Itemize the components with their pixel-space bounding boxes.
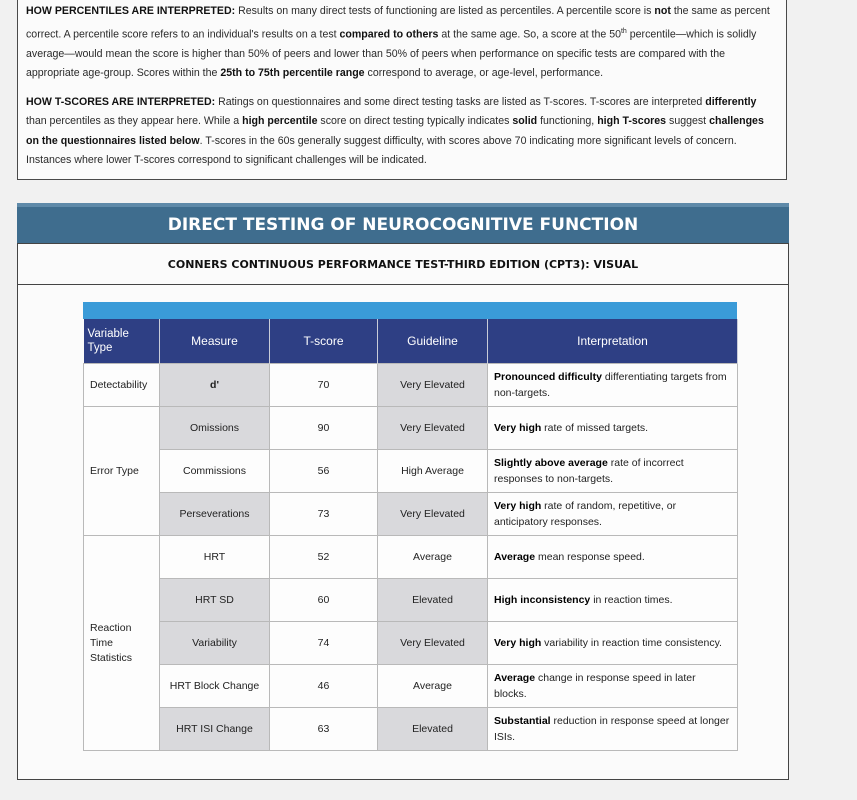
guideline-cell: Very Elevated [378, 493, 488, 536]
text-segment: . T-scores in the 60s generally suggest difficulty, with scores above 70 indicating more significant levels of concern. Instances where lower T-scores correspond to significant challenges will be indicated. [26, 134, 737, 167]
measure-cell: HRT ISI Change [160, 708, 270, 751]
header-tscore: T-score [270, 319, 378, 364]
interpretation-text: mean response speed. [535, 551, 645, 563]
interpretation-text: differentiating targets from non-targets. [494, 371, 727, 399]
emphasis: differently [705, 95, 757, 108]
percentiles-paragraph [26, 2, 778, 84]
table-row [84, 536, 738, 579]
interpretation-cell [488, 493, 738, 536]
tscore-cell: 60 [270, 579, 378, 622]
table-row [84, 708, 738, 751]
interpretation-text: variability in reaction time consistency. [541, 637, 722, 649]
guideline-cell: Elevated [378, 579, 488, 622]
guideline-cell: Average [378, 536, 488, 579]
guideline-cell: High Average [378, 450, 488, 493]
interpretation-cell [488, 622, 738, 665]
header-guideline: Guideline [378, 319, 488, 364]
interpretation-text: rate of incorrect responses to non-targets. [494, 457, 684, 485]
text-segment: than percentiles as they appear here. While a [26, 115, 243, 128]
tscore-cell: 63 [270, 708, 378, 751]
header-interpretation: Interpretation [488, 319, 738, 364]
measure-cell: HRT Block Change [160, 665, 270, 708]
interpretation-key: Substantial [494, 715, 551, 727]
interpretation-cell [488, 579, 738, 622]
measure-cell: HRT [160, 536, 270, 579]
emphasis: compared to others [339, 28, 439, 41]
text-segment: percentile—which is solidly average—would mean the score is higher than 50% of peers and lower than 50% of peers when performance on specific tests are compared with the appropriate age-group. Scores within the [26, 28, 757, 80]
interpretation-notes [17, 0, 787, 180]
interpretation-key: Very high [494, 422, 542, 434]
interpretation-text: reduction in response speed at longer ISIs. [494, 715, 730, 743]
guideline-cell: Very Elevated [378, 622, 488, 665]
tscore-cell: 70 [270, 364, 378, 407]
measure-cell: d' [160, 364, 270, 407]
text-segment: Ratings on questionnaires and some direct testing tasks are listed as T-scores. T-scores are interpreted [215, 95, 706, 108]
guideline-cell: Average [378, 665, 488, 708]
results-table-container [83, 302, 737, 751]
interpretation-text: rate of random, repetitive, or anticipatory responses. [494, 500, 677, 528]
test-title: CONNERS CONTINUOUS PERFORMANCE TEST-THIRD EDITION (CPT3): VISUAL [18, 244, 788, 285]
text-segment: functioning, [537, 115, 598, 128]
cpt3-panel [17, 243, 789, 780]
interpretation-cell [488, 536, 738, 579]
interpretation-cell [488, 665, 738, 708]
text-segment: score on direct testing typically indicates [317, 115, 513, 128]
table-row [84, 665, 738, 708]
tscore-cell: 90 [270, 407, 378, 450]
tscore-cell: 56 [270, 450, 378, 493]
emphasis: high percentile [242, 115, 318, 128]
text-segment: Results on many direct tests of functioning are listed as percentiles. A percentile score is [235, 5, 655, 17]
table-row [84, 579, 738, 622]
text-segment: the same as percent correct. A percentile score refers to an individual's results on a test [26, 5, 770, 41]
group-detectability: Detectability [84, 364, 160, 407]
emphasis: high T-scores [597, 115, 667, 128]
tscores-heading: HOW T-SCORES ARE INTERPRETED: [26, 95, 216, 108]
interpretation-text: in reaction times. [590, 594, 673, 606]
tscore-cell: 52 [270, 536, 378, 579]
results-table [83, 319, 738, 751]
header-measure: Measure [160, 319, 270, 364]
text-segment: suggest [666, 115, 710, 128]
emphasis: challenges on the questionnaires listed below [26, 115, 764, 147]
interpretation-key: Average [494, 551, 536, 563]
group-reaction-time: Reaction Time Statistics [84, 536, 160, 751]
interpretation-key: Slightly above average [494, 457, 608, 469]
interpretation-cell [488, 450, 738, 493]
measure-cell: Perseverations [160, 493, 270, 536]
interpretation-key: Average [494, 672, 536, 684]
tscore-cell: 46 [270, 665, 378, 708]
interpretation-text: rate of missed targets. [541, 422, 649, 434]
percentiles-heading: HOW PERCENTILES ARE INTERPRETED: [26, 5, 236, 17]
measure-cell: Omissions [160, 407, 270, 450]
tscore-cell: 73 [270, 493, 378, 536]
tscore-cell: 74 [270, 622, 378, 665]
interpretation-text: change in response speed in later blocks. [494, 672, 696, 700]
interpretation-key: High inconsistency [494, 594, 591, 606]
text-segment: correspond to average, or age-level, performance. [364, 67, 604, 80]
emphasis: solid [512, 115, 538, 128]
text-segment: at the same age. So, a score at the 50 [438, 28, 621, 41]
interpretation-key: Very high [494, 500, 542, 512]
interpretation-cell [488, 407, 738, 450]
interpretation-key: Pronounced difficulty [494, 371, 602, 383]
emphasis: not [654, 5, 671, 17]
emphasis: 25th to 75th percentile range [220, 67, 365, 80]
interpretation-key: Very high [494, 637, 542, 649]
interpretation-cell [488, 364, 738, 407]
group-error-type: Error Type [84, 407, 160, 536]
table-row [84, 622, 738, 665]
table-accent-bar [83, 302, 737, 319]
section-title: DIRECT TESTING OF NEUROCOGNITIVE FUNCTION [17, 203, 789, 243]
guideline-cell: Very Elevated [378, 364, 488, 407]
header-variable-type: Variable Type [84, 319, 160, 364]
measure-cell: Variability [160, 622, 270, 665]
superscript: th [620, 27, 627, 35]
table-row [84, 493, 738, 536]
interpretation-cell [488, 708, 738, 751]
tscores-paragraph [26, 93, 778, 171]
table-header-row [84, 319, 738, 364]
table-row [84, 450, 738, 493]
guideline-cell: Elevated [378, 708, 488, 751]
table-row [84, 407, 738, 450]
measure-cell: HRT SD [160, 579, 270, 622]
guideline-cell: Very Elevated [378, 407, 488, 450]
table-row [84, 364, 738, 407]
measure-cell: Commissions [160, 450, 270, 493]
